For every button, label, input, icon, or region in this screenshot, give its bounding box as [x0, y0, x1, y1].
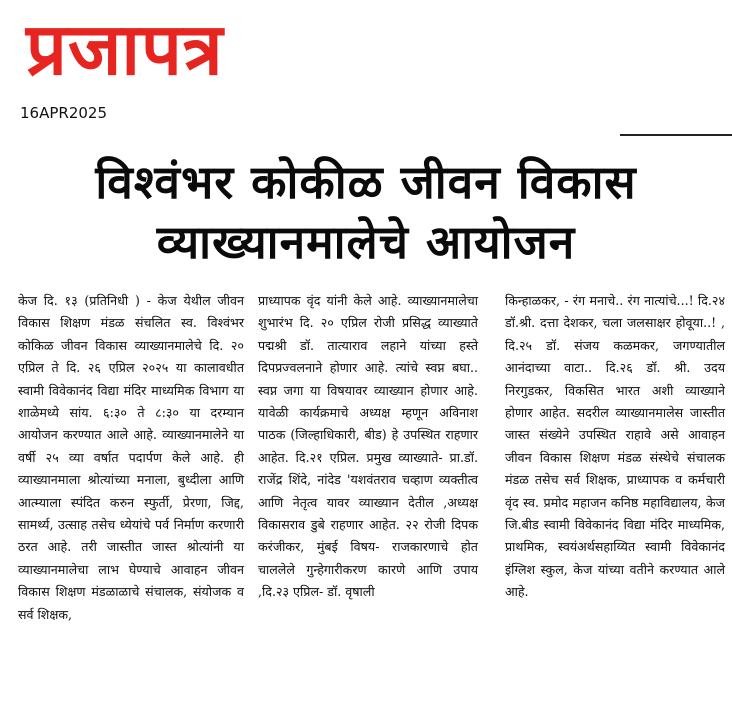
- article-column-2: [258, 290, 478, 604]
- article-column-3: [505, 290, 725, 604]
- edition-date: 16APR2025: [20, 104, 107, 122]
- top-rule-divider: [620, 134, 732, 136]
- article-headline-line2: व्याख्यानमालेचे आयोजन: [156, 215, 576, 269]
- article-headline-line1: विश्वंभर कोकीळ जीवन विकास: [95, 155, 637, 209]
- article-column-1-text: केज दि. १३ (प्रतिनिधी ) - केज येथील जीवन विकास शिक्षण मंडळ संचलित स्व. विश्वंभर कोकिळ जीवन विकास व्याख्यानमालेचे दि. २० एप्रिल ते दि. २६ एप्रिल २०२५ या कालावधीत स्वामी विवेकानंद विद्या मंदिर माध्यमिक विभाग या शाळेमध्ये सांय. ६:३० ते ८:३० या दरम्यान आयोजन करण्यात आले आहे. व्याख्यानमालेने या वर्षी २५ व्या वर्षात पदार्पण केले आहे. ही व्याख्यानमाला श्रोत्यांच्या मनाला, बुध्दीला आणि आत्म्याला स्पंदित करुन स्फुर्ती, प्रेरणा, जिद्द, सामर्थ्य, उत्साह तसेच ध्येयांचे पर्व निर्माण करणारी ठरत आहे. तरी जास्तीत जास्त श्रोत्यांनी या व्याख्यानमालेचा लाभ घेण्याचे आवाहन जीवन विकास शिक्षण मंडळाळाचे संचालक, संयोजक व सर्व शिक्षक,: [18, 293, 244, 622]
- article-column-1: [18, 290, 244, 626]
- article-column-3-text: किन्हाळकर, - रंग मनाचे.. रंग नात्यांचे...! दि.२४ डॉ.श्री. दत्ता देशकर, चला जलसाक्षर होवूया..! , दि.२५ डॉ. संजय कळमकर, जगण्यातील आनंदाच्या वाटा.. दि.२६ डॉ. श्री. उदय निरगुडकर, विकसित भारत अशी व्याख्याने होणार आहेत. सदरील व्याख्यानमालेस जास्तीत जास्त संख्येने उपस्थित राहावे असे आवाहन जीवन विकास शिक्षण मंडळ संस्थेचे संचालक मंडळ तसेच सर्व शिक्षक, प्राध्यापक व कर्मचारी वृंद स्व. प्रमोद महाजन कनिष्ठ महाविद्यालय, केज जि.बीड स्वामी विवेकानंद विद्या मंदिर माध्यमिक, प्राथमिक, स्वयंअर्थसहाय्यित स्वामी विवेकानंद इंग्लिश स्कुल, केज यांच्या वतीने करण्यात आले आहे.: [505, 293, 725, 600]
- article-column-2-text: प्राध्यापक वृंद यांनी केले आहे. व्याख्यानमालेचा शुभारंभ दि. २० एप्रिल रोजी प्रसिद्ध व्याख्याते पद्मश्री डॉ. तात्याराव लहाने यांच्या हस्ते दिपप्रज्वलनाने होणार आहे. त्यांचे स्वप्न बघा.. स्वप्न जगा या विषयावर व्याख्यान होणार आहे. यावेळी कार्यक्रमाचे अध्यक्ष म्हणून अविनाश पाठक (जिल्हाधिकारी, बीड) हे उपस्थित राहणार आहेत. दि.२१ एप्रिल. प्रमुख व्याख्याते- प्रा.डॉ. राजेंद्र शिंदे, नांदेड 'यशवंतराव चव्हाण व्यक्तीत्व आणि नेतृत्व यावर व्याख्यान देतील ,अध्यक्ष विकासराव डुबे राहणार आहेत. २२ रोजी दिपक करंजीकर, मुंबई विषय- राजकारणाचे होत चाललेले गुन्हेगारीकरण कारणे आणि उपाय ,दि.२३ एप्रिल- डॉ. वृषाली: [258, 293, 478, 600]
- masthead-logo-text: प्रजापत्र: [26, 7, 224, 91]
- newspaper-masthead-logo: [10, 2, 322, 94]
